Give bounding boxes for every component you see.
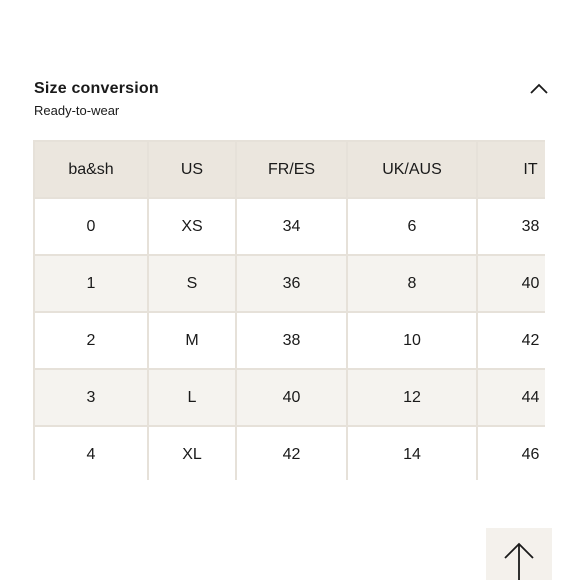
collapse-toggle-button[interactable] bbox=[528, 80, 550, 98]
table-cell: 34 bbox=[236, 198, 347, 255]
table-cell: 44 bbox=[477, 369, 545, 426]
table-cell: 38 bbox=[236, 312, 347, 369]
table-row bbox=[34, 369, 545, 426]
table-cell: 42 bbox=[236, 426, 347, 480]
table-cell: 46 bbox=[477, 426, 545, 480]
table-cell: S bbox=[148, 255, 236, 312]
table-cell: 38 bbox=[477, 198, 545, 255]
column-header-uk-aus: UK/AUS bbox=[347, 141, 477, 198]
chevron-up-icon bbox=[528, 80, 550, 98]
table-row bbox=[34, 255, 545, 312]
column-header-it: IT bbox=[477, 141, 545, 198]
table-cell: 40 bbox=[236, 369, 347, 426]
table-cell: 2 bbox=[34, 312, 148, 369]
table-cell: 8 bbox=[347, 255, 477, 312]
table-cell: XS bbox=[148, 198, 236, 255]
arrow-up-icon bbox=[503, 542, 535, 580]
size-table-scroll-container[interactable] bbox=[33, 140, 545, 480]
column-header-bash: ba&sh bbox=[34, 141, 148, 198]
back-to-top-button[interactable] bbox=[486, 528, 552, 580]
section-subtitle: Ready-to-wear bbox=[34, 103, 120, 118]
table-row bbox=[34, 312, 545, 369]
column-header-us: US bbox=[148, 141, 236, 198]
table-cell: 6 bbox=[347, 198, 477, 255]
table-cell: 3 bbox=[34, 369, 148, 426]
table-cell: 36 bbox=[236, 255, 347, 312]
table-cell: 42 bbox=[477, 312, 545, 369]
size-conversion-table bbox=[33, 140, 545, 480]
column-header-fr-es: FR/ES bbox=[236, 141, 347, 198]
table-cell: XL bbox=[148, 426, 236, 480]
table-row bbox=[34, 198, 545, 255]
table-cell: 4 bbox=[34, 426, 148, 480]
table-cell: 12 bbox=[347, 369, 477, 426]
table-cell: 14 bbox=[347, 426, 477, 480]
table-header-row bbox=[34, 141, 545, 198]
table-cell: 40 bbox=[477, 255, 545, 312]
section-title: Size conversion bbox=[34, 80, 159, 97]
table-cell: 0 bbox=[34, 198, 148, 255]
table-cell: 1 bbox=[34, 255, 148, 312]
table-cell: M bbox=[148, 312, 236, 369]
table-cell: 10 bbox=[347, 312, 477, 369]
table-cell: L bbox=[148, 369, 236, 426]
size-conversion-header bbox=[34, 78, 554, 122]
table-row bbox=[34, 426, 545, 480]
